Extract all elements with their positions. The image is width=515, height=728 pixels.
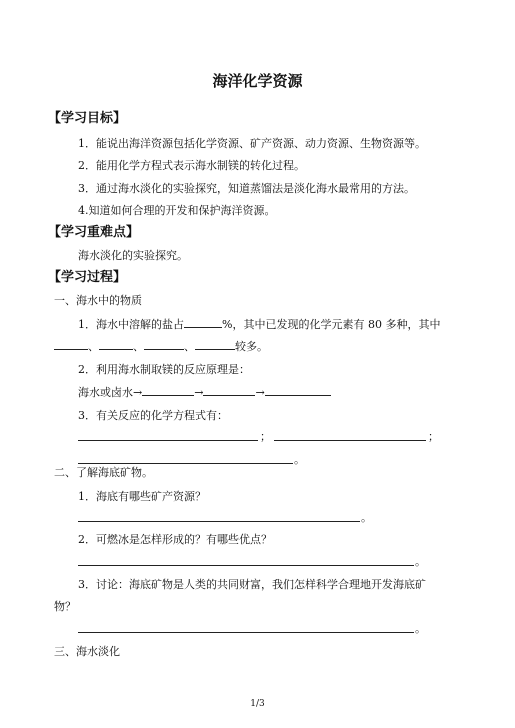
goals-heading: 【学习目标】: [48, 111, 127, 126]
period-3: 。: [415, 555, 426, 568]
answer-line-2: [78, 565, 414, 566]
sep-2: 、: [133, 340, 144, 353]
arrow-2: →: [194, 386, 204, 399]
part3-title: 三、海水淡化: [54, 645, 120, 658]
period-2: 。: [361, 511, 372, 524]
key-points-heading: 【学习重难点】: [48, 225, 140, 240]
part2-q2: 2．可燃冰是怎样形成的？有哪些优点？: [78, 533, 272, 546]
chain-blank-1: [142, 384, 194, 396]
goal-item-2: 2．能用化学方程式表示海水制镁的转化过程。: [78, 159, 305, 172]
process-heading: 【学习过程】: [48, 270, 127, 285]
q1-text-b: %，其中已发现的化学元素有 80 多种，其中: [222, 318, 441, 331]
part2-q3-line2: 物？: [54, 600, 76, 613]
seawater-label: 海水或卤水: [78, 386, 133, 399]
goal-item-4: 4.知道如何合理的开发和保护海洋资源。: [78, 204, 276, 217]
page-number: 1/3: [250, 699, 265, 709]
salt-percent-blank: [184, 316, 222, 328]
part1-q2-chain: [78, 384, 331, 400]
semicolon-2: ；: [428, 430, 439, 443]
element-blank-2: [99, 338, 133, 350]
semicolon-1: ；: [260, 430, 271, 443]
part2-q3-line1: 3．讨论：海底矿物是人类的共同财富，我们怎样科学合理地开发海底矿: [78, 578, 426, 591]
page-title: 海洋化学资源: [212, 72, 303, 90]
answer-line-3: [78, 632, 414, 633]
arrow-3: →: [255, 386, 265, 399]
goal-item-3: 3．通过海水淡化的实验探究，知道蒸馏法是淡化海水最常用的方法。: [78, 182, 415, 195]
arrow-1: →: [133, 386, 143, 399]
element-blank-4: [195, 338, 235, 350]
key-points-text: 海水淡化的实验探究。: [78, 249, 188, 262]
period-1: 。: [294, 453, 305, 466]
q1-text-a: 1．海水中溶解的盐占: [78, 318, 184, 331]
part2-title: 二、了解海底矿物。: [54, 466, 153, 479]
part1-title: 一、海水中的物质: [54, 294, 142, 307]
period-4: 。: [415, 622, 426, 635]
part1-q1-line1: [78, 316, 440, 332]
sep-1: 、: [88, 340, 99, 353]
equation-line-1: [78, 440, 258, 441]
chain-blank-2: [203, 384, 255, 396]
part2-q1: 1．海底有哪些矿产资源？: [78, 490, 206, 503]
part1-q1-line2: [54, 338, 268, 354]
equation-line-2: [274, 440, 426, 441]
goal-item-1: 1．能说出海洋资源包括化学资源、矿产资源、动力资源、生物资源等。: [78, 137, 426, 150]
q1-end: 较多。: [235, 340, 268, 353]
chain-blank-3: [265, 384, 331, 396]
answer-line-1: [78, 521, 360, 522]
element-blank-1: [54, 338, 88, 350]
element-blank-3: [144, 338, 184, 350]
part1-q3: 3．有关反应的化学方程式有：: [78, 409, 228, 422]
part1-q2: 2．利用海水制取镁的反应原理是：: [78, 363, 250, 376]
sep-3: 、: [184, 340, 195, 353]
